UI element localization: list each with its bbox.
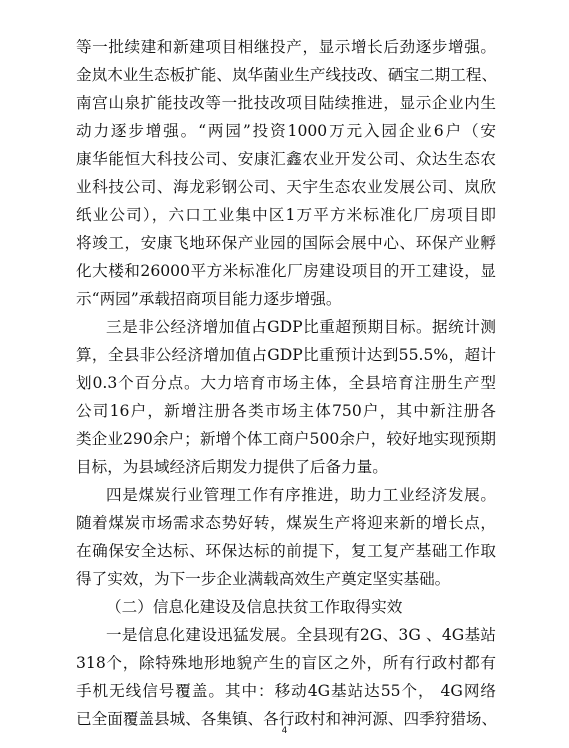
text-line: 化大楼和26000平方米标准化厂房建设项目的开工建设，显 — [76, 262, 496, 280]
text-line: 在确保安全达标、环保达标的前提下，复工复产基础工作取 — [76, 542, 496, 560]
text-line: 业科技公司、海龙彩钢公司、天宇生态农业发展公司、岚欣 — [76, 178, 496, 196]
text-line: 随着煤炭市场需求态势好转，煤炭生产将迎来新的增长点， — [76, 514, 496, 532]
text-line: 纸业公司），六口工业集中区1万平方米标准化厂房项目即 — [76, 206, 496, 224]
paragraph-start-line: 三是非公经济增加值占GDP比重超预期目标。据统计测 — [106, 318, 496, 336]
page-number: 4 — [281, 726, 288, 736]
text-line: 划0.3个百分点。大力培育市场主体，全县培育注册生产型 — [76, 374, 496, 392]
text-line: 318个，除特殊地形地貌产生的盲区之外，所有行政村都有 — [76, 654, 496, 672]
text-line: 示“两园”承载招商项目能力逐步增强。 — [76, 290, 342, 308]
paragraph-start-line: 一是信息化建设迅猛发展。全县现有2G、3G 、4G基站 — [106, 626, 496, 644]
text-line: 康华能恒大科技公司、安康汇鑫农业开发公司、众达生态农 — [76, 150, 496, 168]
section-heading: （二）信息化建设及信息扶贫工作取得实效 — [106, 598, 403, 616]
text-line: 得了实效，为下一步企业满载高效生产奠定坚实基础。 — [76, 570, 451, 588]
text-line: 南宫山泉扩能技改等一批技改项目陆续推进，显示企业内生 — [76, 94, 496, 112]
text-line: 公司16户，新增注册各类市场主体750户，其中新注册各 — [76, 402, 496, 420]
paragraph-start-line: 四是煤炭行业管理工作有序推进，助力工业经济发展。 — [106, 486, 496, 504]
text-line: 算，全县非公经济增加值占GDP比重预计达到55.5%，超计 — [76, 346, 496, 364]
text-line: 动力逐步增强。“两园”投资1000万元入园企业6户（安 — [76, 122, 496, 140]
text-line: 金岚木业生态板扩能、岚华菌业生产线技改、硒宝二期工程、 — [76, 66, 498, 84]
text-line: 目标，为县域经济后期发力提供了后备力量。 — [76, 458, 388, 476]
text-line: 等一批续建和新建项目相继投产，显示增长后劲逐步增强。 — [76, 38, 496, 56]
text-line: 类企业290余户；新增个体工商户500余户，较好地实现预期 — [76, 430, 496, 448]
text-line: 已全面覆盖县城、各集镇、各行政村和神河源、四季狩猎场、 — [76, 710, 498, 728]
text-line: 将竣工，安康飞地环保产业园的国际会展中心、环保产业孵 — [76, 234, 496, 252]
text-line: 手机无线信号覆盖。其中：移动4G基站达55个， 4G网络 — [76, 682, 496, 700]
